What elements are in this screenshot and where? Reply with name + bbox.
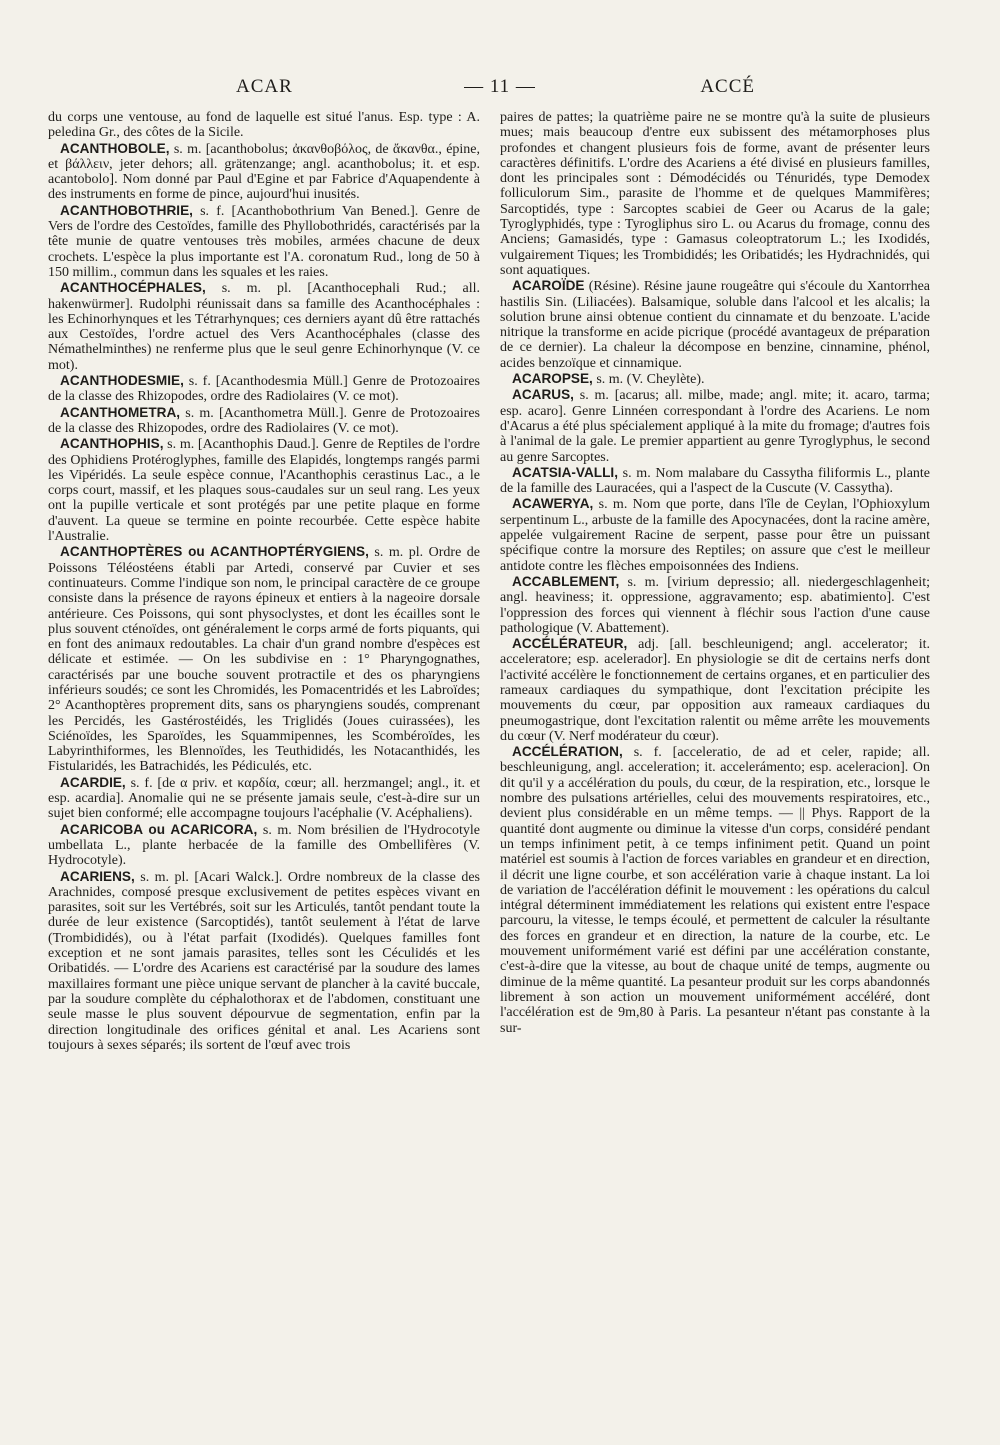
entry-text: s. f. [Acanthodesmia Müll.] Genre de Protozoaires de la classe des Rhizopodes, ordre des Radiolaires (V. ce mot). <box>48 374 481 405</box>
dictionary-entry <box>500 636 930 744</box>
entry-text: s. m. pl. [Acanthocephali Rud.; all. hakenwürmer]. Rudolphi réunissait dans sa famille des Acanthocéphales : les Echinorhynques et les Tétrarhynques; ces derniers ayant dû être rattachés aux Cestoïdes, l'ordre actuel des Vers Acanthocéphales (classe des Némathelminthes) ne renferme plus que le seul genre Echinorhynque (V. ce mot). <box>48 281 480 373</box>
dictionary-entry <box>48 822 480 869</box>
entry-headword: ACARICOBA ou ACARICORA, <box>60 821 258 837</box>
dictionary-entry <box>48 869 480 1054</box>
header-right-guideword: ACCÉ <box>700 76 755 97</box>
entry-headword: ACAROÏDE <box>512 278 585 294</box>
entry-headword: ACAROPSE, <box>512 371 593 387</box>
entry-headword: ACANTHOCÉPHALES, <box>60 280 206 296</box>
entry-headword: ACATSIA-VALLI, <box>512 464 618 480</box>
entry-headword: ACANTHOBOTHRIE, <box>60 202 193 218</box>
dictionary-entry <box>48 544 480 774</box>
entry-text: paires de pattes; la quatrième paire ne se montre qu'à la suite de plusieurs mues; mais beaucoup d'entre eux subissent des métamorphoses plus profondes et changent plusieurs fois de forme, avant de présenter leurs caractères définitifs. L'ordre des Acariens a été divisé en plusieurs familles, dont les principales sont : Démodécidés ou Ténuridés, type Demodex folliculorum Sim., parasite de l'homme et de quelques Mammifères; Sarcoptidés, type : Sarcoptes scabiei de Geer ou Acarus de la gale; Tyroglyphidés, type : Tyrogliphus siro L. ou Acarus du fromage, connu des Anciens; Gamasidés, type : Gamasus coleoptratorum L.; les Ixodidés, vulgairement Tiques; les Trombididés; les Oribatidés; les Hydrachnidés, qui sont aquatiques. <box>500 110 930 278</box>
entry-text: s. f. [de α priv. et καρδία, cœur; all. herzmangel; angl., it. et esp. acardia]. Anomalie qui ne se présente jamais seule, c'est-à-dire sur un sujet bien conformé; elle accompagne toujours l'acéphalie (V. Acéphaliens). <box>48 775 481 822</box>
entry-continuation <box>500 110 930 278</box>
entry-headword: ACANTHOPHIS, <box>60 436 164 452</box>
entry-headword: ACARIENS, <box>60 868 135 884</box>
page-number: — 11 — <box>464 76 536 97</box>
entry-headword: ACANTHOPTÈRES ou ACANTHOPTÉRYGIENS, <box>60 544 369 560</box>
dictionary-entry <box>500 496 930 573</box>
entry-headword: ACANTHOBOLE, <box>60 140 170 156</box>
entry-text: s. m. (V. Cheylète). <box>596 372 705 388</box>
dictionary-entry <box>48 203 480 280</box>
left-column <box>48 110 480 1053</box>
right-column <box>500 110 930 1036</box>
entry-text: s. f. [acceleratio, de ad et celer, rapide; all. beschleunigung, angl. acceleration; it. accelerámento; esp. aceleracion]. On dit qu'il y a accélération du pouls, du cœur, de la respiration, etc., lorsque le nombre des pulsations artérielles, celui des mouvements respiratoires, etc., devient plus considérable en un même temps. — || Phys. Rapport de la quantité dont augmente ou diminue la vitesse d'un corps, considéré pendant un temps infiniment petit, à ce temps infiniment petit. Quand un point matériel est soumis à l'action de forces variables en grandeur et en direction, il décrit une ligne courbe, et son accélération varie à chaque instant. La loi de variation de l'accélération définit le mouvement : les opérations du calcul intégral déterminent immédiatement les relations qui existent entre l'espace parcouru, la vitesse, le temps écoulé, et permettent de calculer la résultante des forces en grandeur et en direction, la nature de la courbe, etc. Le mouvement uniformément varié est défini par une accélération constante, c'est-à-dire que la vitesse, au bout de chaque unité de temps, augmente ou diminue de la même quantité. La pesanteur produit sur les corps abandonnés librement à son action un mouvement uniformément accéléré, dont l'accélération est de 9m,80 à Paris. La pesanteur n'étant pas constante à la sur- <box>500 745 931 1036</box>
entry-text: s. m. [Acanthometra Müll.]. Genre de Protozoaires de la classe des Rhizopodes, ordre des Radiolaires (V. ce mot). <box>48 405 480 436</box>
dictionary-entry <box>48 775 480 822</box>
dictionary-entry <box>500 278 930 371</box>
entry-continuation <box>48 110 480 141</box>
entry-text: s. m. [Acanthophis Daud.]. Genre de Reptiles de l'ordre des Ophidiens Protéroglyphes, famille des Elapidés, longtemps rangés parmi les Vipéridés. La seule espèce connue, l'Acanthophis cerastinus Lac., a le corps court, massif, et les plaques sous-caudales sur un seul rang. Les yeux ont la pupille verticale et sont protégés par une petite plaque en forme d'auvent. La queue se termine en pointe recourbée. Cette espèce habite l'Australie. <box>48 437 480 545</box>
entry-text: (Résine). Résine jaune rougeâtre qui s'écoule du Xantorrhea hastilis Sin. (Liliacées). Balsamique, soluble dans l'alcool et les alcalis; la solution brune ainsi obtenue contient du cinnamate et du benzoate. L'acide nitrique la transforme en acide picrique (procédé avantageux de préparation de ce dernier). La chaleur la décompose en benzine, cinnamine, phénol, acides benzoïque et cinnamique. <box>500 279 931 371</box>
entry-text: s. m. Nom brésilien de l'Hydrocotyle umbellata L., plante herbacée de la famille des Ombellifères (V. Hydrocotyle). <box>48 822 481 869</box>
entry-headword: ACAWERYA, <box>512 496 594 512</box>
entry-headword: ACCABLEMENT, <box>512 573 620 589</box>
entry-text: s. m. Nom malabare du Cassytha filiformis L., plante de la famille des Lauracées, qui a l'aspect de la Cuscute (V. Cassytha). <box>500 465 931 497</box>
entry-text: s. m. pl. Ordre de Poissons Téléostéens établi par Artedi, conservé par Cuvier et ses continuateurs. Comme l'indique son nom, le principal caractère de ce groupe consiste dans la présence de rayons épineux et entiers à la nageoire dorsale antérieure. Ces Poissons, qui sont physoclystes, et dont les écailles sont le plus souvent cténoïdes, ont généralement le corps armé de forts piquants, qui en font des animaux redoutables. La chair d'un grand nombre d'espèces est délicate et estimée. — On les subdivise en : 1° Pharyngognathes, caractérisés par une bouche souvent protractile et des os pharyngiens inférieurs soudés; ce sont les Chromidés, les Pomacentridés et les Labroïdes; 2° Acanthoptères proprement dits, sans os pharyngiens soudés, comprenant les Percidés, les Gastérostéidés, les Triglidés (Joues cuirassées), les Sciénoïdes, les Sparoïdes, les Squammipennes, les Scombéroïdes, les Labyrinthiformes, les Blennoïdes, les Teuthididés, les Notacanthidés, les Fistularidés, les Batrachidés, les Pédiculés, etc. <box>48 545 480 775</box>
header-left-guideword: ACAR <box>236 76 293 97</box>
dictionary-entry <box>500 465 930 497</box>
entry-text: s. m. pl. [Acari Walck.]. Ordre nombreux de la classe des Arachnides, composé presque exclusivement de petites espèces vivant en parasites, soit sur les Vertébrés, soit sur les Articulés, tantôt pendant toute la durée de leur existence (Sarcoptidés), tantôt seulement à l'état de larve (Trombididés), ou à l'état parfait (Ixodidés). Quelques familles font exception et ne sont jamais parasites, telles sont les Céculidés et les Oribatidés. — L'ordre des Acariens est caractérisé par la soudure des lames maxillaires formant une pièce unique servant de plancher à la cavité buccale, par la soudure complète du céphalothorax et de l'abdomen, constituant une seule masse le plus souvent dépourvue de segmentation, enfin par la direction longitudinale des orifices génital et anal. Les Acariens sont toujours à sexes séparés; ils sortent de l'œuf avec trois <box>48 869 481 1053</box>
entry-text: s. m. Nom que porte, dans l'île de Ceylan, l'Ophioxylum serpentinum L., arbuste de la famille des Apocynacées, dont la racine amère, appelée vulgairement Racine de serpent, passe pour être un puissant spécifique contre la morsure des Reptiles; on assure que c'est le meilleur antidote contre les flèches empoisonnées des Indiens. <box>500 497 930 574</box>
entry-headword: ACANTHODESMIE, <box>60 373 184 389</box>
dictionary-entry <box>500 744 930 1036</box>
entry-headword: ACARUS, <box>512 387 574 403</box>
dictionary-entry <box>48 141 480 203</box>
entry-headword: ACARDIE, <box>60 774 126 790</box>
dictionary-entry <box>48 280 480 373</box>
entry-text: s. m. [acarus; all. milbe, made; angl. mite; it. acaro, tarma; esp. acaro]. Genre Linnéen correspondant à l'ordre des Acariens. Le nom d'Acarus a été plus spécialement appliqué à la mite du fromage; d'autres fois à l'animal de la gale. Le premier appartient au genre Tyroglyphus, le second au genre Sarcoptes. <box>500 388 930 465</box>
entry-text: s. m. [acanthobolus; ἀκανθοβόλος, de ἄκανθα., épine, et βάλλειν, jeter dehors; all. grätenzange; angl. acanthobolus; it. et esp. acantobolo]. Nom donné par Paul d'Egine et par Fabrice d'Aquapendente à des instruments en forme de pince, aujourd'hui inusités. <box>48 141 481 203</box>
entry-headword: ACCÉLÉRATION, <box>512 744 623 760</box>
dictionary-entry <box>500 574 930 636</box>
dictionary-entry <box>48 373 480 405</box>
dictionary-entry <box>48 436 480 544</box>
entry-headword: ACCÉLÉRATEUR, <box>512 636 628 652</box>
entry-headword: ACANTHOMETRA, <box>60 404 181 420</box>
dictionary-entry <box>500 387 930 464</box>
entry-text: s. f. [Acanthobothrium Van Bened.]. Genre de Vers de l'ordre des Cestoïdes, famille des Phyllobothridés, caractérisés par la tête munie de quatre ventouses très mobiles, armées chacune de deux crochets. L'espèce la plus importante est l'A. coronatum Rud., long de 50 à 150 millim., commun dans les squales et les raies. <box>48 203 480 280</box>
entry-text: adj. [all. beschleunigend; angl. accelerator; it. acceleratore; esp. acelerador]. En physiologie se dit de certains nerfs dont l'activité accélère le fonctionnement de certains organes, et en particulier des rameaux cardiaques du sympathique, dont l'excitation précipite les mouvements du cœur, par opposition aux rameaux cardiaques du pneumogastrique, dont l'excitation ralentit ou même arrête les mouvements du cœur (V. Nerf modérateur du cœur). <box>500 637 931 744</box>
entry-text: du corps une ventouse, au fond de laquelle est situé l'anus. Esp. type : A. peledina Gr., des côtes de la Sicile. <box>48 110 480 141</box>
dictionary-entry <box>500 371 930 387</box>
entry-text: s. m. [virium depressio; all. niedergeschlagenheit; angl. heaviness; it. oppressione, aggravamento; esp. abatimiento]. C'est l'oppression des forces qui viennent à fléchir sous l'action d'une cause pathologique (V. Abattement). <box>500 574 930 636</box>
running-head <box>40 76 960 106</box>
dictionary-entry <box>48 405 480 437</box>
